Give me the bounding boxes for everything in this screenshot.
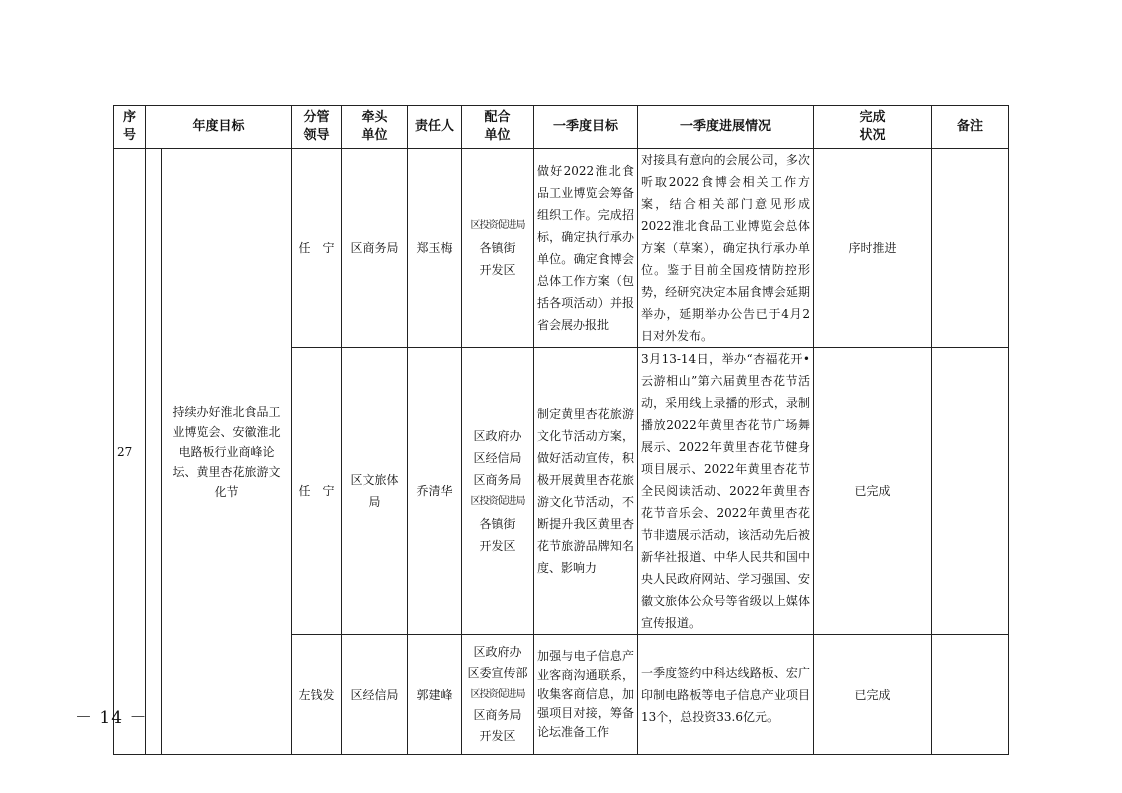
leader-cell: 任 宁 (292, 348, 342, 635)
coop-unit-cell: 区投资促进局 各镇街 开发区 (462, 149, 534, 348)
coop-unit-cell: 区政府办 区经信局 区商务局 区投资促进局 各镇街 开发区 (462, 348, 534, 635)
q1-progress-cell: 3月13-14日，举办“杏福花开•云游相山”第六届黄里杏花节活动，采用线上录播的形式，录制播放2022年黄里杏花节广场舞展示、2022年黄里杏花节健身项目展示、2022年黄里杏花节全民阅读活动、2022年黄里杏花节音乐会、2022年黄里杏花节非遗展示活动，该活动先后被新华社报道、中华人民共和国中央人民政府网站、学习强国、安徽文旅体公众号等省级以上媒体宣传报道。 (638, 348, 814, 635)
header-row (114, 106, 1009, 149)
q1-goal-cell: 做好2022淮北食品工业博览会筹备组织工作。完成招标，确定执行承办单位。确定食博会总体工作方案（包括各项活动）并报省会展办报批 (534, 149, 638, 348)
lead-unit-cell: 区商务局 (342, 149, 408, 348)
header-q1-goal: 一季度目标 (534, 106, 638, 149)
q1-goal-cell: 制定黄里杏花旅游文化节活动方案，做好活动宣传，积极开展黄里杏花旅游文化节活动，不断提升我区黄里杏花节旅游品牌知名度、影响力 (534, 348, 638, 635)
responsible-cell: 郑玉梅 (408, 149, 462, 348)
header-lead-unit: 牵头 单位 (342, 106, 408, 149)
header-remark: 备注 (932, 106, 1009, 149)
q1-progress-cell: 对接具有意向的会展公司，多次听取2022食博会相关工作方案，结合相关部门意见形成2022淮北食品工业博览会总体方案（草案），确定执行承办单位。鉴于目前全国疫情防控形势，经研究决定本届食博会延期举办，延期举办公告已于4月2日对外发布。 (638, 149, 814, 348)
header-responsible: 责任人 (408, 106, 462, 149)
remark-cell (932, 348, 1009, 635)
coop-unit-cell: 区政府办 区委宣传部 区投资促进局 区商务局 开发区 (462, 635, 534, 755)
page-number: － 14 － (75, 708, 148, 728)
leader-cell: 任 宁 (292, 149, 342, 348)
status-cell: 已完成 (814, 348, 932, 635)
q1-progress-cell: 一季度签约中科达线路板、宏广印制电路板等电子信息产业项目13个，总投资33.6亿元。 (638, 635, 814, 755)
row-seq: 27 (114, 149, 146, 755)
status-cell: 已完成 (814, 635, 932, 755)
progress-table (113, 105, 1009, 755)
header-leader: 分管 领导 (292, 106, 342, 149)
header-status: 完成 状况 (814, 106, 932, 149)
narrow-spacer-cell (146, 149, 162, 755)
table-row (114, 149, 1009, 348)
leader-cell: 左钱发 (292, 635, 342, 755)
responsible-cell: 乔清华 (408, 348, 462, 635)
header-q1-progress: 一季度进展情况 (638, 106, 814, 149)
header-annual-goal: 年度目标 (146, 106, 292, 149)
responsible-cell: 郭建峰 (408, 635, 462, 755)
lead-unit-cell: 区文旅体局 (342, 348, 408, 635)
q1-goal-cell: 加强与电子信息产业客商沟通联系，收集客商信息，加强项目对接，筹备论坛准备工作 (534, 635, 638, 755)
header-seq: 序号 (114, 106, 146, 149)
lead-unit-cell: 区经信局 (342, 635, 408, 755)
annual-goal-cell: 持续办好淮北食品工业博览会、安徽淮北电路板行业商峰论坛、黄里杏花旅游文化节 (162, 149, 292, 755)
remark-cell (932, 635, 1009, 755)
header-coop-unit: 配合 单位 (462, 106, 534, 149)
remark-cell (932, 149, 1009, 348)
status-cell: 序时推进 (814, 149, 932, 348)
